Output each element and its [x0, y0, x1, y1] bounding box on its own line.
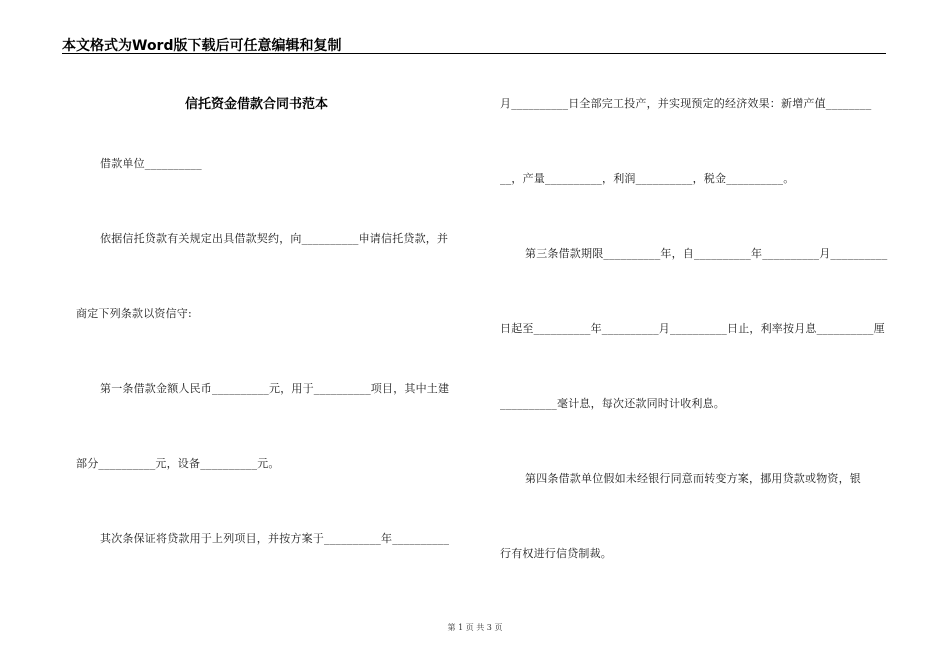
paragraph-line: 第四条借款单位假如未经银行同意而转变方案，挪用贷款或物资，银: [525, 472, 861, 485]
page-number: 第 1 页 共 3 页: [447, 623, 503, 632]
header-divider: [62, 53, 886, 54]
paragraph-line: 行有权进行信贷制裁。: [500, 547, 612, 560]
document-header: 本文格式为Word版下载后可任意编辑和复制: [62, 38, 342, 54]
paragraph-line: 借款单位__________: [100, 157, 202, 170]
paragraph-line: 其次条保证将贷款用于上列项目，并按方案于__________年__________: [100, 532, 450, 545]
paragraph-line: 第一条借款金额人民币__________元，用于__________项目，其中土建: [100, 382, 450, 395]
paragraph-line: __________毫计息，每次还款同时计收利息。: [500, 397, 725, 410]
paragraph-line: 第三条借款期限__________年，自__________年__________月__________: [525, 247, 888, 260]
paragraph-line: __，产量__________，利润__________，税金__________。: [500, 172, 795, 185]
paragraph-line: 月__________日全部完工投产，并实现预定的经济效果：新增产值________: [500, 97, 872, 110]
paragraph-line: 日起至__________年__________月__________日止，利率按月息__________厘: [500, 322, 885, 335]
document-title: 信托资金借款合同书范本: [185, 97, 329, 112]
paragraph-line: 部分__________元，设备__________元。: [76, 457, 280, 470]
paragraph-line: 商定下列条款以资信守:: [76, 307, 192, 320]
paragraph-line: 依据信托贷款有关规定出具借款契约，向__________申请信托贷款，并: [100, 232, 449, 245]
